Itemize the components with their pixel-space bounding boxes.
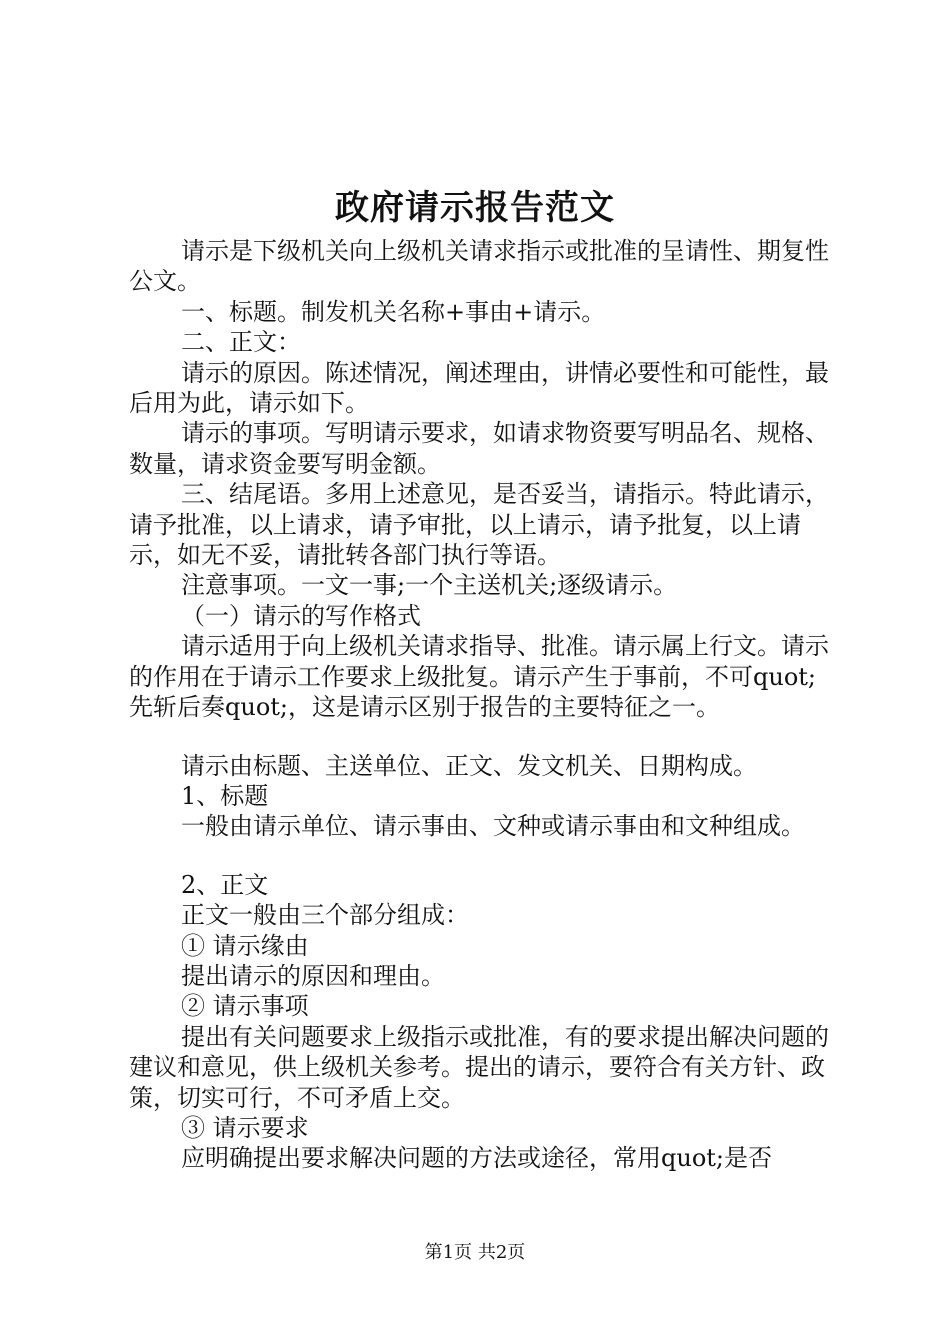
paragraph: 请示的事项。写明请示要求，如请求物资要写明品名、规格、数量，请求资金要写明金额。 (129, 419, 829, 478)
section-heading: （一）请示的写作格式 (181, 601, 421, 630)
list-heading: ③ 请示要求 (181, 1113, 309, 1142)
paragraph: 应明确提出要求解决问题的方法或途径，常用quot;是否 (181, 1144, 772, 1173)
paragraph: 正文一般由三个部分组成： (181, 901, 469, 930)
paragraph: 一般由请示单位、请示事由、文种或请示事由和文种组成。 (181, 812, 805, 841)
paragraph: 请示由标题、主送单位、正文、发文机关、日期构成。 (181, 751, 757, 780)
section-heading: 1、标题 (181, 781, 269, 810)
document-body (129, 236, 834, 1174)
paragraph: 注意事项。一文一事;一个主送机关;逐级请示。 (181, 571, 678, 600)
list-heading: ① 请示缘由 (181, 931, 309, 960)
section-heading: 2、正文 (181, 870, 269, 899)
paragraph: 三、结尾语。多用上述意见，是否妥当，请指示。特此请示，请予批准，以上请求，请予审批，以上请示，请予批复，以上请示，如无不妥，请批转各部门执行等语。 (129, 480, 829, 570)
paragraph: 请示的原因。陈述情况，阐述理由，讲情必要性和可能性，最后用为此，请示如下。 (129, 358, 829, 418)
paragraph: 请示适用于向上级机关请求指导、批准。请示属上行文。请示的作用在于请示工作要求上级批复。请示产生于事前，不可quot;先斩后奏quot;，这是请示区别于报告的主要特征之一。 (129, 632, 829, 722)
paragraph: 一、标题。制发机关名称+事由+请示。 (181, 297, 606, 326)
paragraph: 提出有关问题要求上级指示或批准，有的要求提出解决问题的建议和意见，供上级机关参考。提出的请示，要符合有关方针、政策，切实可行，不可矛盾上交。 (129, 1022, 829, 1112)
list-heading: ② 请示事项 (181, 992, 309, 1021)
paragraph: 提出请示的原因和理由。 (181, 961, 445, 990)
document-title: 政府请示报告范文 (335, 188, 615, 228)
paragraph: 二、正文： (181, 328, 301, 357)
paragraph: 请示是下级机关向上级机关请求指示或批准的呈请性、期复性公文。 (129, 237, 829, 296)
page-footer: 第1页 共2页 (424, 1242, 526, 1263)
